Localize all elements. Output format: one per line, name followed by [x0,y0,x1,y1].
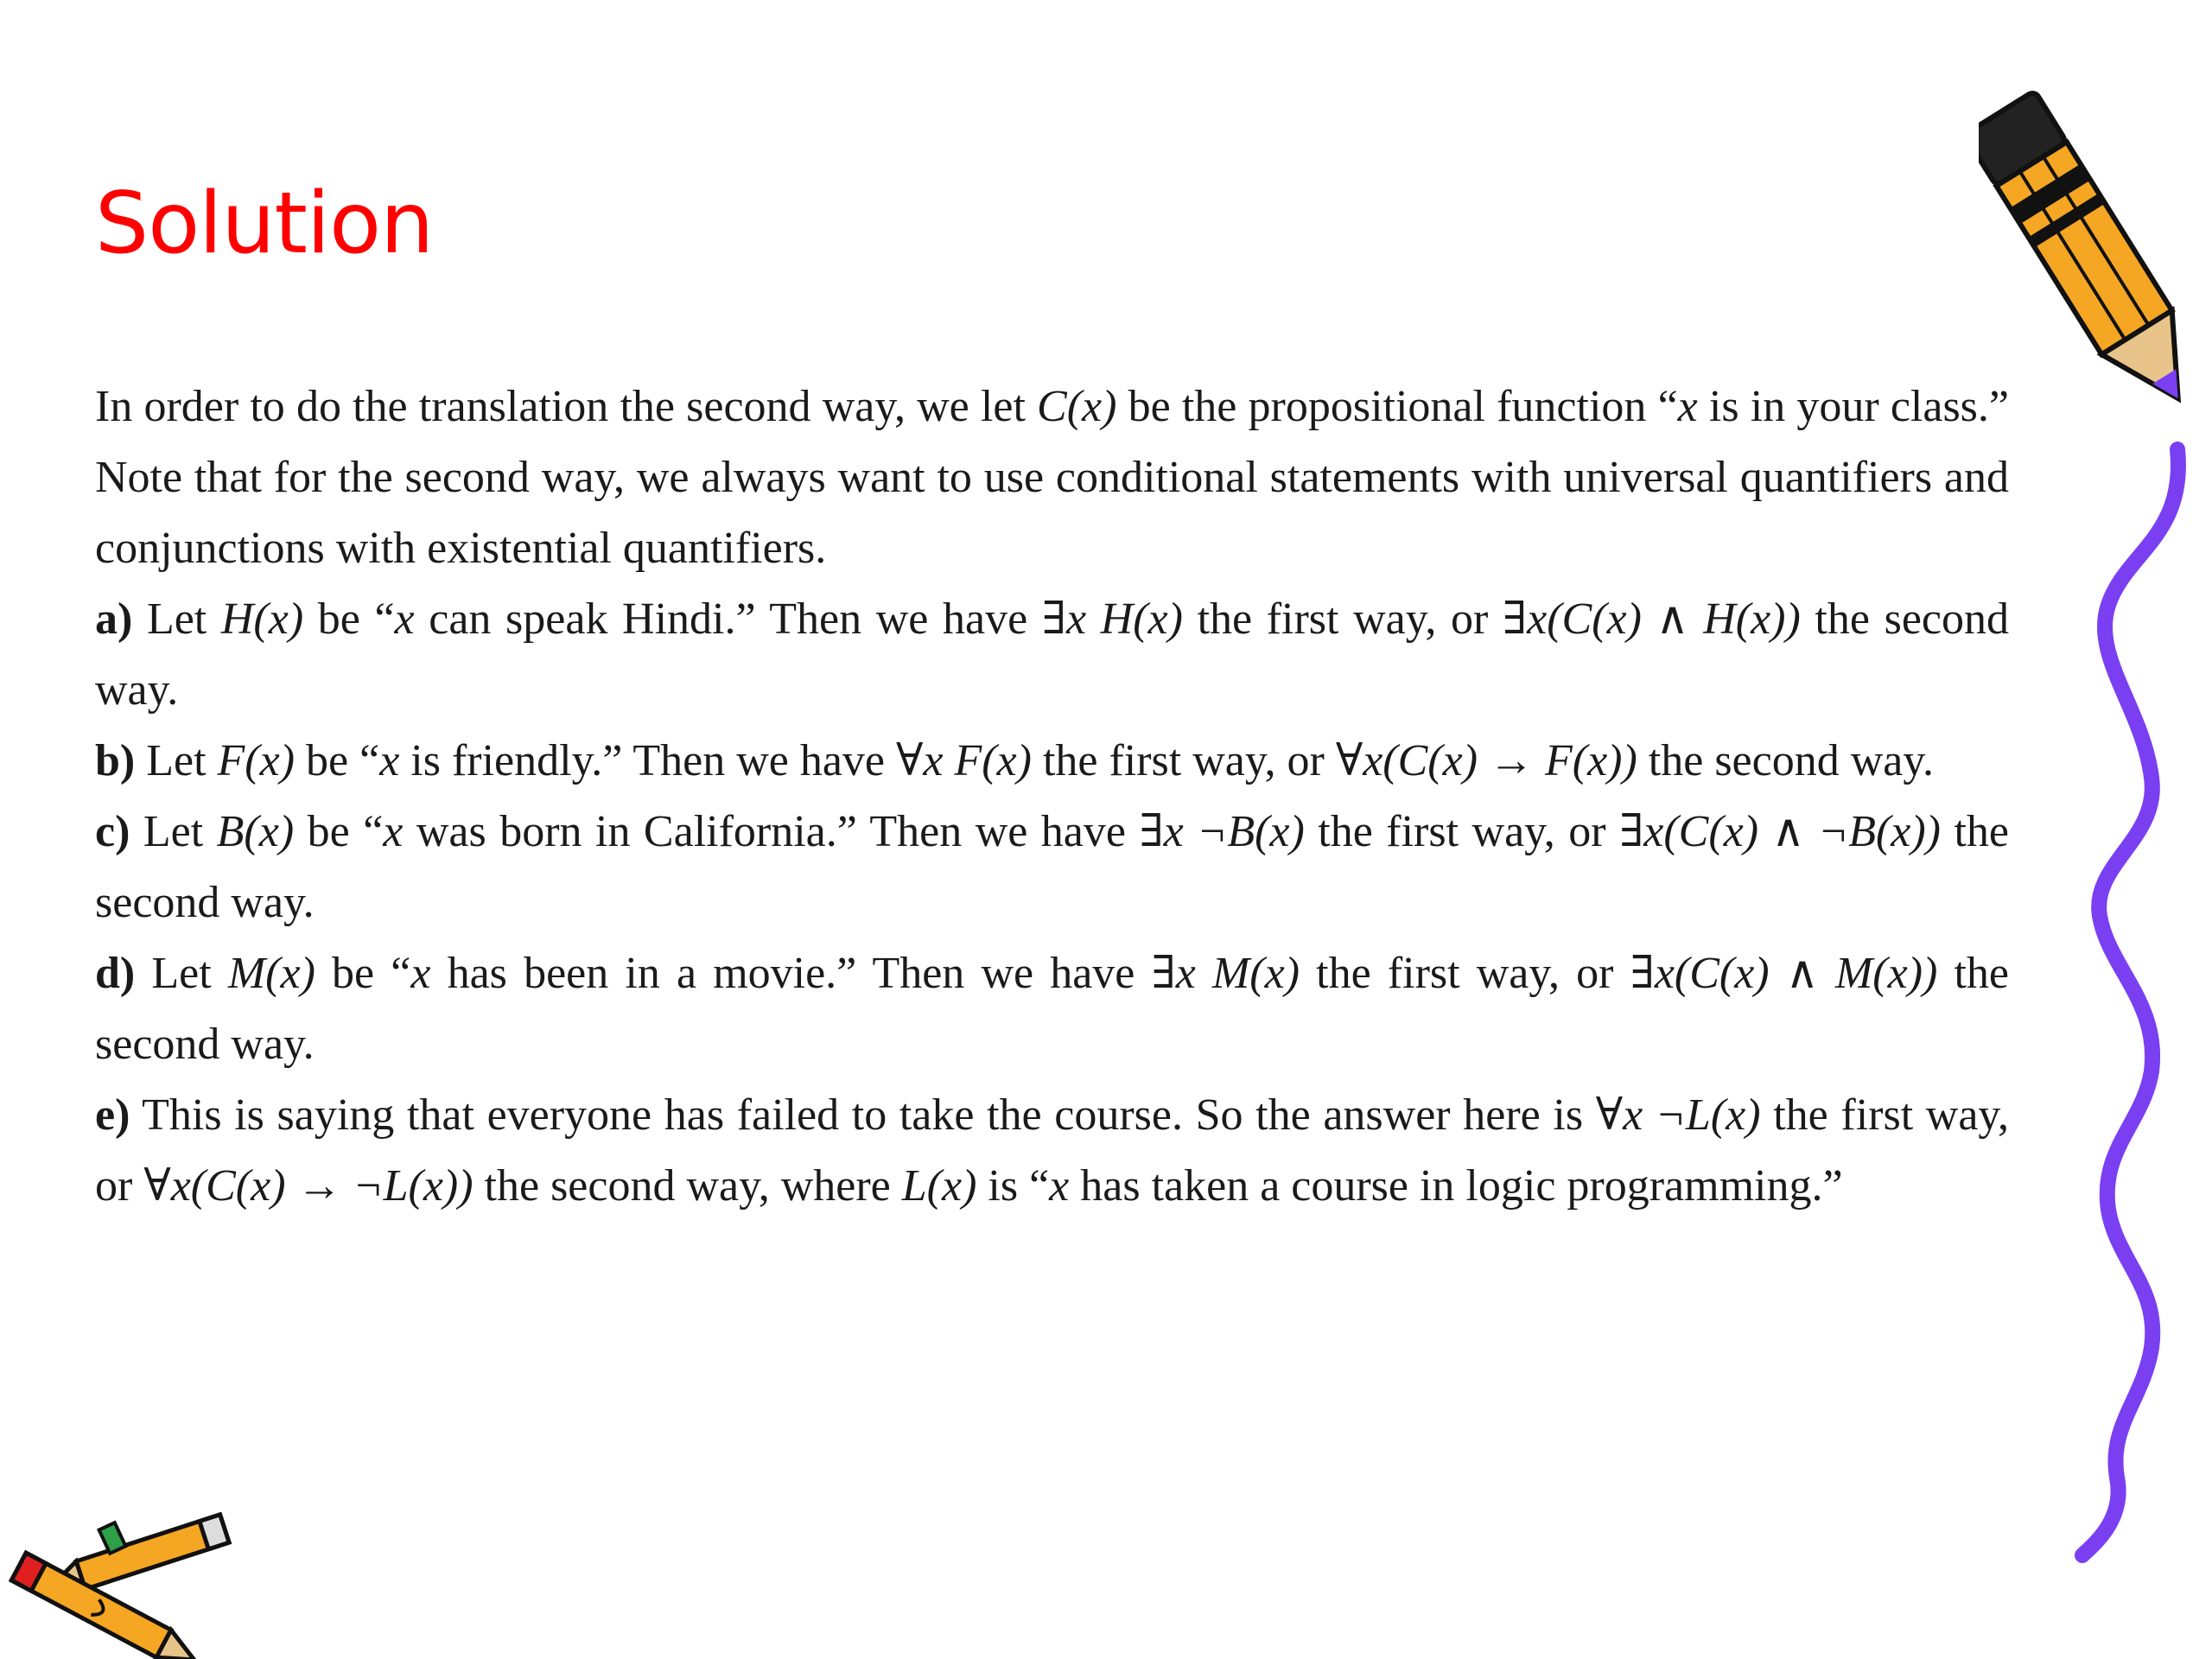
item-text: the second way. [95,949,2010,1069]
math-expression: x [383,807,404,856]
item-text: the first way, or [1031,736,1336,785]
item-text: has been in a movie.” Then we have [430,949,1152,998]
item-text: This is saying that everyone has failed to take the course. So the answer here is [142,1090,1596,1140]
item-text: Let [146,736,218,785]
math-expression: B(x) [216,807,295,856]
solution-item [95,726,2009,797]
solution-item [95,938,2009,1080]
math-expression: F(x) [217,736,296,785]
item-text: the first way, or [1304,807,1620,856]
math-expression: L(x) [901,1161,977,1211]
item-text: the second way. [95,807,2010,927]
item-text: the second way. [95,594,2009,715]
math-expression: ∀x(C(x) → ¬L(x)) [143,1161,474,1211]
item-text: be “ [315,949,411,998]
solution-items [95,584,2009,1222]
item-text: was born in California.” Then we have [403,807,1140,856]
math-expression: x [379,736,400,785]
math-expression: ∃x(C(x) ∧ H(x)) [1502,594,1801,644]
pencil-icon [1979,78,2203,441]
math-expression: H(x) [220,594,304,644]
math-expression: ∃x ¬B(x) [1139,807,1305,856]
math-expression: x [394,594,415,644]
solution-body [95,372,2009,1222]
item-text: is “ [976,1161,1050,1211]
solution-item [95,1080,2009,1222]
item-text: be “ [295,736,380,785]
solution-item [95,797,2009,938]
item-text: the second way, where [473,1161,902,1211]
item-text: the first way, or [1300,949,1630,998]
item-label: c) [95,807,130,856]
item-text: the first way, or [1182,594,1503,644]
item-text: be “ [303,594,395,644]
math-expression: ∀x(C(x) → F(x)) [1335,736,1637,785]
solution-item [95,584,2009,726]
slide-title: Solution [95,175,434,273]
item-text: be “ [294,807,384,856]
item-text: is friendly.” Then we have [399,736,896,785]
item-label: d) [95,949,136,998]
math-expression: x [410,949,431,998]
intro-paragraph: In order to do the translation the second way, we let C(x) be the propositional function “x is in your class.” Note that for the second way, we always want to use conditional statements with universal quantifiers and conjunctions with existential quantifiers. [95,382,2009,573]
crossed-pencils-icon [0,1512,251,1659]
math-expression: M(x) [227,949,315,998]
math-expression: x [1677,382,1698,431]
math-expression: C(x) [1037,382,1117,431]
math-expression: ∀x F(x) [896,736,1032,785]
item-text: the first way, or [95,1090,2010,1211]
math-expression: ∀x ¬L(x) [1595,1090,1761,1140]
item-text: Let [151,949,228,998]
item-text: Let [146,594,221,644]
item-label: b) [95,736,136,785]
math-expression: ∃x(C(x) ∧ M(x)) [1630,949,1938,998]
item-text: Let [143,807,217,856]
squiggle-line [2056,432,2203,1573]
item-text: can speak Hindi.” Then we have [414,594,1042,644]
item-label: e) [95,1090,130,1140]
math-expression: x [1049,1161,1070,1211]
item-text: has taken a course in logic programming.” [1069,1161,1843,1211]
math-expression: ∃x H(x) [1041,594,1183,644]
math-expression: ∃x M(x) [1151,949,1300,998]
math-expression: ∃x(C(x) ∧ ¬B(x)) [1619,807,1941,856]
item-label: a) [95,594,133,644]
item-text: the second way. [1637,736,1934,785]
